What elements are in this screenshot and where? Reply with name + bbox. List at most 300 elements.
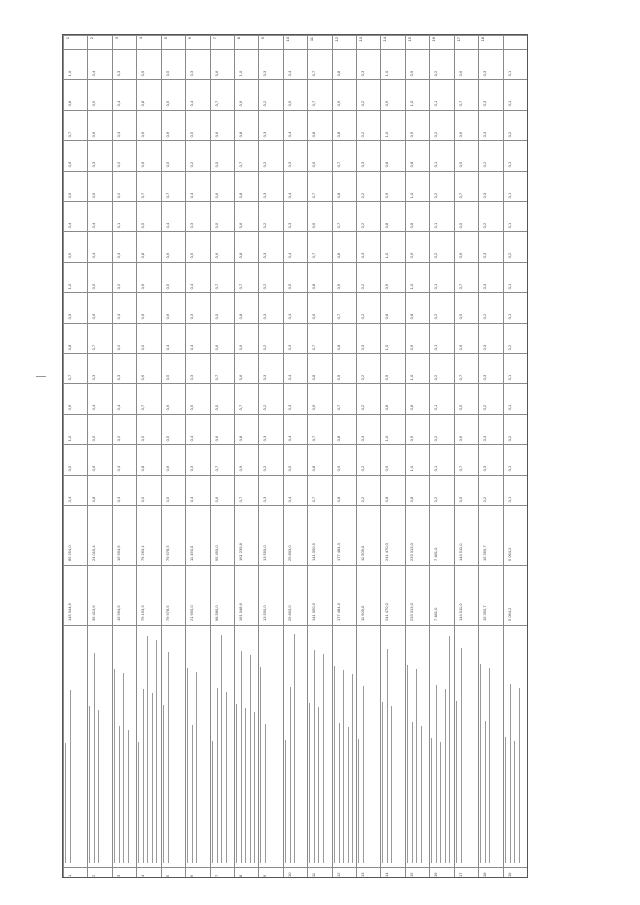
value-cell: 0,8 [384,313,389,320]
value-cell: 0,5 [458,313,463,320]
row-description-illegible [334,629,354,863]
grid-vline [234,35,235,877]
total-cell: 145 344,6 [67,603,72,621]
column-number-label: 16 [431,37,437,42]
column-number-label: 11 [309,37,315,42]
value-cell: 0,5 [165,283,170,290]
column-number-label: 7 [211,37,217,40]
row-number: 9 [262,874,267,877]
illegible-text-stroke [343,670,344,863]
total-cell: 95 450,0 [214,545,219,561]
illegible-text-stroke [66,743,67,863]
grid-hline [63,201,527,202]
value-cell: 0,2 [433,313,438,320]
value-cell: 0,6 [214,435,219,442]
illegible-text-stroke [290,687,291,863]
illegible-text-stroke [188,668,189,863]
value-cell: 0,5 [189,131,194,138]
value-cell: 0,1 [507,374,512,381]
value-cell: 0,7 [458,100,463,107]
illegible-text-stroke [254,712,255,863]
value-cell: 0,5 [165,100,170,107]
value-cell: 0,1 [507,192,512,199]
value-cell: 0,3 [360,252,365,259]
value-cell: 0,8 [336,344,341,351]
illegible-text-stroke [323,654,324,863]
total-cell: 79 978,5 [165,545,170,561]
value-cell: 0,6 [91,131,96,138]
value-cell: 0,4 [189,435,194,442]
illegible-text-stroke [412,722,413,863]
value-cell: 0,1 [433,161,438,168]
value-cell: 0,3 [262,131,267,138]
grid-vline [380,35,381,877]
row-number: 8 [238,874,243,877]
row-number: 16 [433,872,438,877]
value-cell: 0,3 [189,374,194,381]
total-cell: 144 511,0 [458,543,463,561]
value-cell: 0,1 [507,70,512,77]
row-number: 11 [311,872,316,877]
total-cell: 233 313,0 [409,543,414,561]
illegible-text-stroke [265,724,266,863]
value-cell: 0,2 [262,344,267,351]
grid-hline [63,625,527,626]
illegible-text-stroke [335,666,336,863]
row-number: 6 [189,874,194,877]
value-cell: 0,2 [507,435,512,442]
value-cell: 0,6 [311,222,316,229]
row-number: 10 [287,872,292,877]
row-number: 14 [384,872,389,877]
grid-vline [454,35,455,877]
total-cell: 161 239,8 [238,543,243,561]
value-cell: 0,7 [214,374,219,381]
value-cell: 0,8 [409,496,414,503]
value-cell: 0,4 [91,222,96,229]
illegible-text-stroke [286,740,287,863]
value-cell: 0,7 [67,374,72,381]
value-cell: 0,5 [458,404,463,411]
grid-hline [63,35,527,36]
value-cell: 0,8 [67,100,72,107]
value-cell: 0,6 [140,161,145,168]
value-cell: 0,7 [165,192,170,199]
total-cell: 35 413,6 [91,605,96,621]
value-cell: 0,5 [165,435,170,442]
row-description-illegible [431,629,452,863]
value-cell: 1,0 [409,192,414,199]
illegible-text-stroke [168,652,169,863]
illegible-text-stroke [318,707,319,863]
total-cell: 5 064,2 [507,607,512,621]
value-cell: 0,8 [140,252,145,259]
value-cell: 0,4 [287,435,292,442]
value-cell: 0,3 [262,252,267,259]
value-cell: 0,8 [140,100,145,107]
value-cell: 0,4 [287,496,292,503]
illegible-text-stroke [147,636,148,863]
value-cell: 0,5 [458,496,463,503]
value-cell: 0,6 [140,283,145,290]
value-cell: 0,4 [189,283,194,290]
value-cell: 0,2 [360,404,365,411]
illegible-text-stroke [383,702,384,863]
value-cell: 0,7 [458,465,463,472]
value-cell: 0,7 [311,496,316,503]
value-cell: 0,8 [336,252,341,259]
value-cell: 0,6 [214,131,219,138]
grid-hline [63,505,527,506]
illegible-text-stroke [391,706,392,863]
grid-vline [478,35,479,877]
value-cell: 0,1 [507,465,512,472]
value-cell: 0,1 [507,313,512,320]
value-cell: 1,0 [67,70,72,77]
column-number-label: 12 [333,37,339,42]
value-cell: 0,9 [409,435,414,442]
grid-vline [112,35,113,877]
row-description-illegible [114,629,134,863]
illegible-text-stroke [485,721,486,863]
value-cell: 0,7 [238,161,243,168]
row-description-illegible [65,629,85,863]
value-cell: 0,2 [433,252,438,259]
value-cell: 0,4 [165,344,170,351]
total-cell: 15 994,5 [116,545,121,561]
illegible-text-stroke [294,634,295,863]
row-description-illegible [480,629,501,863]
value-cell: 0,6 [140,131,145,138]
value-cell: 0,5 [140,496,145,503]
illegible-text-stroke [359,739,360,863]
value-cell: 0,2 [262,100,267,107]
value-cell: 0,2 [116,192,121,199]
total-cell: 7 481,0 [433,607,438,621]
value-cell: 0,8 [67,344,72,351]
value-cell: 0,6 [140,374,145,381]
value-cell: 0,4 [91,252,96,259]
illegible-text-stroke [514,741,515,863]
illegible-text-stroke [432,738,433,863]
value-cell: 0,3 [482,374,487,381]
value-cell: 0,2 [433,131,438,138]
value-cell: 0,4 [287,252,292,259]
grid-hline [63,79,527,80]
illegible-text-stroke [250,655,251,863]
value-cell: 0,5 [287,465,292,472]
value-cell: 0,5 [91,192,96,199]
value-cell: 0,8 [384,222,389,229]
illegible-text-stroke [348,727,349,863]
value-cell: 0,8 [311,283,316,290]
value-cell: 0,4 [287,192,292,199]
illegible-text-stroke [421,726,422,863]
grid-vline [63,35,64,877]
value-cell: 0,2 [360,192,365,199]
total-cell: 141 050,9 [311,603,316,621]
value-cell: 0,2 [360,131,365,138]
value-cell: 0,6 [214,70,219,77]
row-description-illegible [212,629,232,863]
illegible-text-stroke [237,704,238,863]
value-cell: 1,0 [384,252,389,259]
value-cell: 0,5 [214,161,219,168]
value-cell: 0,7 [336,313,341,320]
value-cell: 0,6 [458,70,463,77]
grid-vline [210,35,211,877]
value-cell: 0,8 [409,161,414,168]
value-cell: 0,6 [458,252,463,259]
grid-vline [405,35,406,877]
value-cell: 0,5 [287,100,292,107]
column-number-label: 15 [406,37,412,42]
value-cell: 0,8 [336,192,341,199]
value-cell: 0,9 [409,344,414,351]
row-number: 17 [458,872,463,877]
value-cell: 0,5 [458,161,463,168]
value-cell: 0,2 [433,70,438,77]
illegible-text-stroke [213,741,214,863]
illegible-text-stroke [440,742,441,863]
illegible-text-stroke [156,640,157,863]
value-cell: 0,7 [214,283,219,290]
illegible-text-stroke [339,723,340,863]
value-cell: 0,1 [433,404,438,411]
value-cell: 0,5 [214,222,219,229]
value-cell: 0,8 [384,161,389,168]
grid-vline [356,35,357,877]
value-cell: 0,8 [238,252,243,259]
value-cell: 0,9 [409,131,414,138]
row-number: 3 [116,874,121,877]
value-cell: 0,7 [214,100,219,107]
value-cell: 0,2 [482,161,487,168]
value-cell: 0,6 [214,192,219,199]
value-cell: 0,2 [482,496,487,503]
value-cell: 0,8 [336,70,341,77]
value-cell: 0,5 [91,435,96,442]
value-cell: 0,3 [482,131,487,138]
value-cell: 0,3 [262,192,267,199]
row-number: 4 [140,874,145,877]
value-cell: 0,3 [287,161,292,168]
table-grid [63,35,527,877]
value-cell: 0,4 [189,100,194,107]
grid-vline [307,35,308,877]
total-cell: 13 550,0 [262,605,267,621]
row-description-illegible [163,629,183,863]
grid-hline [63,171,527,172]
grid-hline [63,292,527,293]
row-description-illegible [138,629,159,863]
grid-hline [63,444,527,445]
value-cell: 1,0 [409,283,414,290]
illegible-text-stroke [519,688,520,863]
value-cell: 0,2 [189,161,194,168]
value-cell: 0,5 [140,344,145,351]
value-cell: 0,4 [189,344,194,351]
value-cell: 0,9 [384,100,389,107]
total-cell: 241 470,0 [384,603,389,621]
value-cell: 0,2 [360,465,365,472]
column-number-label: 17 [455,37,461,42]
value-cell: 0,9 [238,465,243,472]
value-cell: 0,4 [189,496,194,503]
value-cell: 0,3 [262,496,267,503]
illegible-text-stroke [352,674,353,863]
value-cell: 0,2 [360,283,365,290]
value-cell: 0,5 [165,374,170,381]
value-cell: 0,2 [433,496,438,503]
illegible-text-stroke [196,672,197,863]
value-cell: 0,1 [507,100,512,107]
value-cell: 0,2 [482,222,487,229]
total-cell: 24 015,4 [91,545,96,561]
value-cell: 0,4 [189,192,194,199]
value-cell: 0,2 [116,161,121,168]
value-cell: 0,2 [507,344,512,351]
row-number: 19 [507,872,512,877]
value-cell: 0,6 [214,344,219,351]
value-cell: 0,7 [311,70,316,77]
value-cell: 0,3 [116,496,121,503]
value-cell: 0,6 [165,131,170,138]
illegible-text-stroke [445,689,446,863]
illegible-text-stroke [192,725,193,863]
total-cell: 177 484,3 [336,543,341,561]
value-cell: 0,1 [507,161,512,168]
value-cell: 0,9 [238,344,243,351]
total-cell: 177 484,3 [336,603,341,621]
column-number-label: 2 [89,37,95,40]
grid-hline [63,262,527,263]
value-cell: 0,1 [507,404,512,411]
value-cell: 0,8 [238,192,243,199]
value-cell: 0,3 [189,70,194,77]
value-cell: 0,5 [91,283,96,290]
value-cell: 0,5 [140,222,145,229]
grid-hline [63,565,527,566]
illegible-text-stroke [241,651,242,863]
value-cell: 0,5 [165,161,170,168]
value-cell: 0,3 [116,131,121,138]
value-cell: 0,8 [336,131,341,138]
total-cell: 11 450,0 [189,545,194,561]
column-number-label: 18 [480,37,486,42]
row-description-illegible [309,629,330,863]
value-cell: 0,2 [360,496,365,503]
value-cell: 0,9 [384,192,389,199]
total-cell: 11 509,0 [360,605,365,621]
value-cell: 0,1 [507,496,512,503]
illegible-text-stroke [123,673,124,863]
illegible-text-stroke [481,664,482,863]
value-cell: 0,7 [67,131,72,138]
value-cell: 1,0 [384,131,389,138]
value-cell: 0,4 [287,131,292,138]
value-cell: 0,5 [458,222,463,229]
row-number: 1 [67,874,72,877]
value-cell: 0,8 [384,404,389,411]
grid-hline [63,49,527,50]
value-cell: 0,2 [482,404,487,411]
value-cell: 0,7 [311,435,316,442]
value-cell: 0,9 [67,313,72,320]
value-cell: 0,3 [116,313,121,320]
value-cell: 0,3 [360,70,365,77]
value-cell: 0,3 [91,374,96,381]
value-cell: 0,3 [91,161,96,168]
value-cell: 0,4 [67,222,72,229]
value-cell: 0,3 [262,435,267,442]
value-cell: 0,2 [262,222,267,229]
grid-vline [258,35,259,877]
value-cell: 0,7 [458,374,463,381]
value-cell: 0,4 [116,100,121,107]
illegible-text-stroke [128,730,129,863]
grid-vline [185,35,186,877]
value-cell: 0,4 [91,404,96,411]
total-cell: 5 064,2 [507,547,512,561]
value-cell: 0,9 [384,374,389,381]
grid-hline [63,475,527,476]
illegible-text-stroke [221,635,222,863]
value-cell: 0,4 [287,70,292,77]
total-cell: 15 994,5 [116,605,121,621]
illegible-text-stroke [164,705,165,863]
grid-hline [63,231,527,232]
row-number: 13 [360,872,365,877]
total-cell: 161 348,6 [238,603,243,621]
row-description-illegible [358,629,378,863]
row-number: 12 [336,872,341,877]
value-cell: 0,3 [262,374,267,381]
value-cell: 0,3 [482,283,487,290]
illegible-text-stroke [449,636,450,863]
value-cell: 0,3 [189,313,194,320]
illegible-text-stroke [506,737,507,863]
value-cell: 0,9 [336,100,341,107]
row-description-illegible [236,629,256,863]
value-cell: 0,8 [311,374,316,381]
value-cell: 0,8 [384,496,389,503]
total-cell: 98 580,0 [214,605,219,621]
column-number-label: 3 [113,37,119,40]
value-cell: 0,3 [482,70,487,77]
row-description-illegible [285,629,305,863]
value-cell: 0,8 [336,435,341,442]
value-cell: 0,3 [287,222,292,229]
value-cell: 1,0 [409,465,414,472]
grid-vline [527,35,528,877]
value-cell: 0,6 [91,313,96,320]
value-cell: 0,3 [482,344,487,351]
illegible-text-stroke [94,653,95,863]
value-cell: 0,6 [458,131,463,138]
illegible-text-stroke [143,689,144,863]
grid-hline [63,140,527,141]
value-cell: 0,3 [287,344,292,351]
value-cell: 0,9 [409,70,414,77]
illegible-text-stroke [70,690,71,863]
value-cell: 0,3 [116,70,121,77]
value-cell: 0,3 [262,70,267,77]
illegible-text-stroke [310,703,311,863]
value-cell: 0,5 [67,465,72,472]
grid-hline [63,323,527,324]
illegible-text-stroke [90,706,91,863]
